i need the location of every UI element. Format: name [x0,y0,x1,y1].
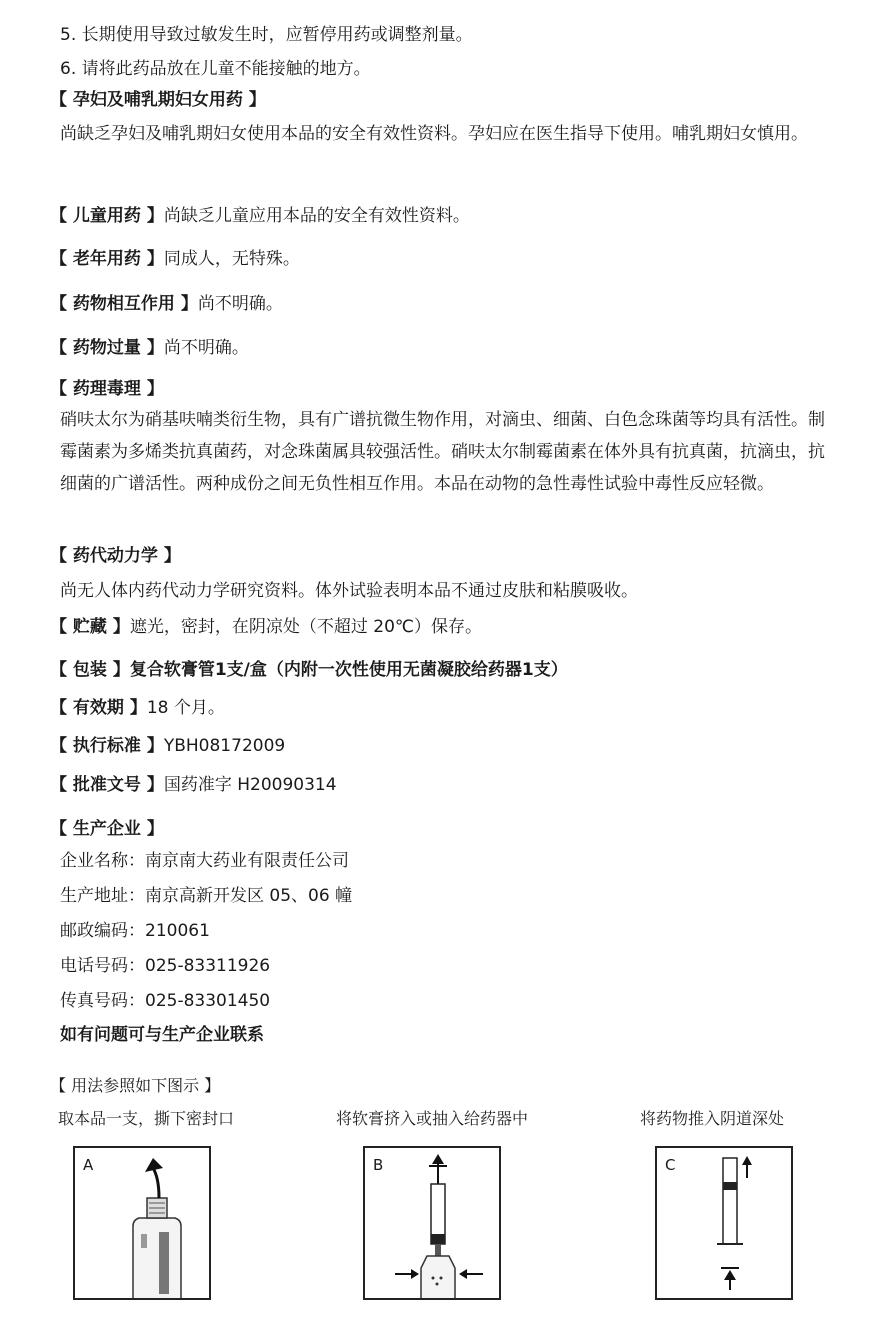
usage-step-a-caption: 取本品一支，撕下密封口 [58,1109,235,1128]
interactions-row [50,293,283,315]
manufacturer-postcode: 210061 [145,921,210,941]
usage-step-a-letter: A [83,1156,94,1174]
manufacturer-phone-label: 电话号码： [60,956,145,976]
right-arrow-icon [411,1269,419,1279]
toxicology-heading: 【 药理毒理 】 [50,379,164,399]
toxicology-text: 硝呋太尔为硝基呋喃类衍生物，具有广谱抗微生物作用，对滴虫、细菌、白色念珠菌等均具有活性。制霉菌素为多烯类抗真菌药，对念珠菌属具较强活性。硝呋太尔制霉菌素在体外具有抗真菌，抗滴虫，抗细菌的广谱活性。两种成份之间无负性相互作用。本品在动物的急性毒性试验中毒性反应轻微。 [60,410,825,494]
applicator-fill-illustration [365,1148,499,1298]
manufacturer-name-label: 企业名称： [60,851,145,871]
up-arrow-small-icon [742,1156,752,1165]
packaging-heading: 【 包装 】 [50,660,130,680]
manufacturer-name-row [60,850,349,872]
manufacturer-postcode-label: 邮政编码： [60,921,145,941]
manufacturer-fax-label: 传真号码： [60,991,145,1011]
manufacturer-address-label: 生产地址： [60,886,145,906]
up-arrow-icon [432,1154,444,1164]
geriatric-text: 同成人，无特殊。 [163,249,300,269]
pediatric-row [50,205,470,227]
overdose-text: 尚不明确。 [163,338,249,358]
manufacturer-phone: 025-83311926 [145,956,271,976]
left-arrow-icon [459,1269,467,1279]
approval-heading: 【 批准文号 】 [50,775,164,795]
interactions-heading: 【 药物相互作用 】 [50,294,198,314]
tube-opening-illustration [75,1148,209,1298]
usage-heading: 【 用法参照如下图示 】 [50,1076,221,1095]
storage-row [50,616,482,638]
storage-heading: 【 贮藏 】 [50,617,130,637]
interactions-text: 尚不明确。 [197,294,283,314]
applicator-insert-illustration [657,1148,791,1298]
usage-diagram-a [73,1146,211,1300]
standard-text: YBH08172009 [163,736,286,756]
manufacturer-fax: 025-83301450 [145,991,271,1011]
warning-item-6: 6. 请将此药品放在儿童不能接触的地方。 [60,59,371,79]
pediatric-text: 尚缺乏儿童应用本品的安全有效性资料。 [163,206,470,226]
overdose-row [50,337,249,359]
usage-diagram-c [655,1146,793,1300]
pediatric-heading: 【 儿童用药 】 [50,206,164,226]
validity-row [50,697,225,719]
warning-item-5: 5. 长期使用导致过敏发生时，应暂停用药或调整剂量。 [60,25,473,45]
curved-arrow-icon [145,1158,163,1172]
validity-text: 18 个月。 [146,698,225,718]
manufacturer-name: 南京南大药业有限责任公司 [145,851,349,871]
standard-row [50,735,285,757]
geriatric-row [50,248,300,270]
standard-heading: 【 执行标准 】 [50,736,164,756]
manufacturer-address-row [60,885,352,907]
manufacturer-contact-note: 如有问题可与生产企业联系 [60,1025,264,1045]
validity-heading: 【 有效期 】 [50,698,147,718]
manufacturer-postcode-row [60,920,210,942]
push-up-arrow-icon [724,1270,736,1280]
overdose-heading: 【 药物过量 】 [50,338,164,358]
usage-step-b-caption: 将软膏挤入或抽入给药器中 [336,1109,529,1128]
usage-step-c-letter: C [665,1156,676,1174]
manufacturer-fax-row [60,990,270,1012]
storage-text: 遮光，密封，在阴凉处（不超过 20℃）保存。 [129,617,482,637]
usage-step-c-caption: 将药物推入阴道深处 [640,1109,785,1128]
pregnancy-text: 尚缺乏孕妇及哺乳期妇女使用本品的安全有效性资料。孕妇应在医生指导下使用。哺乳期妇女慎用。 [60,124,808,144]
pharmacokinetics-heading: 【 药代动力学 】 [50,546,181,566]
usage-step-b-letter: B [373,1156,384,1174]
approval-row [50,774,337,796]
packaging-row [50,659,568,681]
pregnancy-heading: 【 孕妇及哺乳期妇女用药 】 [50,90,266,110]
usage-diagram-b [363,1146,501,1300]
approval-text: 国药准字 H20090314 [163,775,337,795]
pharmacokinetics-text: 尚无人体内药代动力学研究资料。体外试验表明本品不通过皮肤和粘膜吸收。 [60,581,638,601]
manufacturer-address: 南京高新开发区 05、06 幢 [145,886,353,906]
packaging-text: 复合软膏管1支/盒（内附一次性使用无菌凝胶给药器1支） [129,660,568,680]
geriatric-heading: 【 老年用药 】 [50,249,164,269]
manufacturer-phone-row [60,955,270,977]
manufacturer-heading: 【 生产企业 】 [50,819,164,839]
